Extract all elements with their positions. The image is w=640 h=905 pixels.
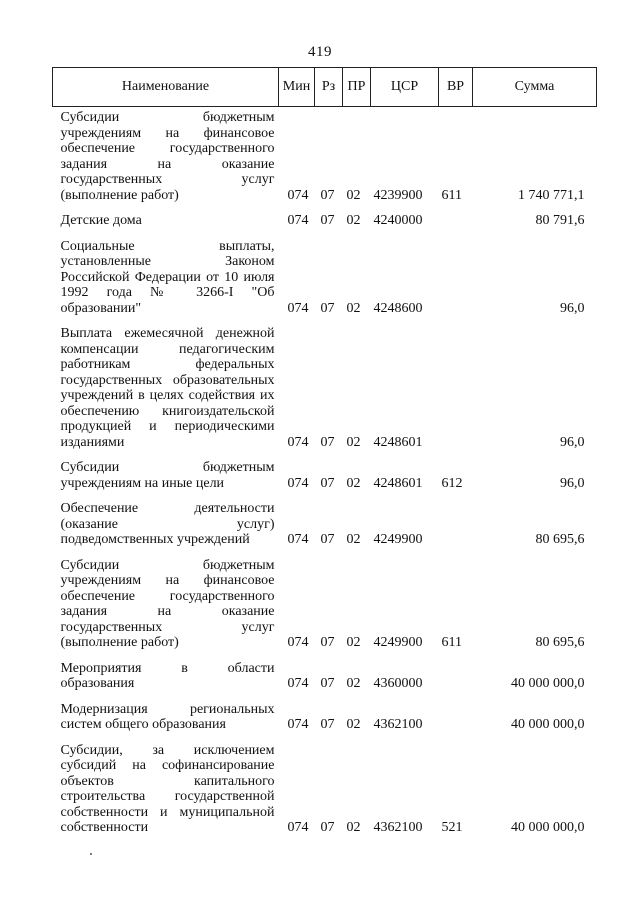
- row-name: Субсидии бюджетным учреждениям на финансовое обеспечение государственного задания на оказание государственных услуг (выполнение работ): [60, 557, 275, 650]
- table-row: [53, 501, 597, 548]
- row-vr: 521: [441, 820, 463, 835]
- row-spacer: [53, 316, 597, 326]
- budget-table: [52, 67, 597, 836]
- row-csr: 4248601: [373, 434, 423, 450]
- row-csr: 4249900: [373, 635, 423, 650]
- row-name: Выплата ежемесячной денежной компенсации педагогическим работникам федеральных государственных образовательных учреждений в целях содействия их обеспечению книгоиздательской продукцией и периодическими изданиями: [60, 326, 275, 450]
- row-spacer: [53, 450, 597, 460]
- row-vr: 612: [441, 475, 463, 491]
- row-spacer: [53, 203, 597, 213]
- row-name: Субсидии бюджетным учреждениям на финансовое обеспечение государственного задания на оказание государственных услуг (выполнение работ): [60, 110, 275, 203]
- row-name: Социальные выплаты, установленные Законом Российской Федерации от 10 июля 1992 года № 3266-I "Об образовании": [60, 238, 275, 316]
- row-pr: 02: [346, 213, 361, 228]
- row-min: 074: [287, 300, 309, 316]
- row-csr: 4249900: [373, 532, 423, 547]
- header-csr: ЦСР: [371, 68, 439, 107]
- row-sum: 80 695,6: [535, 635, 585, 650]
- row-pr: 02: [346, 475, 361, 491]
- row-sum: 96,0: [560, 434, 585, 450]
- row-name: Модернизация региональных систем общего образования: [60, 701, 275, 732]
- row-rz: 07: [320, 475, 335, 491]
- row-vr: [439, 213, 473, 229]
- row-pr: 02: [346, 300, 361, 316]
- row-vr: [439, 326, 473, 450]
- row-vr: [439, 661, 473, 692]
- row-pr: 02: [346, 187, 361, 203]
- row-csr: 4239900: [373, 187, 423, 203]
- table-row: [53, 743, 597, 836]
- header-min: Мин: [279, 68, 315, 107]
- row-csr: 4240000: [373, 213, 423, 228]
- row-sum: 1 740 771,1: [518, 187, 585, 203]
- row-rz: 07: [320, 187, 335, 203]
- row-min: 074: [287, 475, 309, 491]
- row-name: Обеспечение деятельности (оказание услуг) подведомственных учреждений: [60, 501, 275, 547]
- row-rz: 07: [320, 635, 335, 650]
- table-header-row: [53, 68, 597, 107]
- row-sum: 40 000 000,0: [511, 676, 585, 691]
- row-min: 074: [287, 717, 309, 732]
- row-pr: 02: [346, 676, 361, 691]
- row-name: Мероприятия в области образования: [60, 660, 275, 691]
- table-row: [53, 213, 597, 229]
- row-vr: 611: [441, 187, 462, 203]
- table-row: [53, 661, 597, 692]
- row-vr: [439, 702, 473, 733]
- row-sum: 40 000 000,0: [511, 717, 585, 732]
- row-vr: [439, 501, 473, 548]
- row-sum: 80 695,6: [535, 532, 585, 547]
- row-rz: 07: [320, 676, 335, 691]
- row-min: 074: [287, 187, 309, 203]
- page-number: 419: [308, 44, 332, 60]
- header-sum: Сумма: [473, 68, 597, 107]
- row-spacer: [53, 651, 597, 661]
- table-body: [53, 107, 597, 836]
- row-spacer: [53, 692, 597, 702]
- header-pr: ПР: [343, 68, 371, 107]
- row-name: Субсидии, за исключением субсидий на софинансирование объектов капитального строительства государственной собственности и муниципальной собственности: [60, 742, 275, 835]
- row-sum: 80 791,6: [535, 213, 585, 228]
- row-pr: 02: [346, 717, 361, 732]
- row-pr: 02: [346, 635, 361, 650]
- row-csr: 4362100: [373, 717, 423, 732]
- header-rz: Рз: [315, 68, 343, 107]
- row-min: 074: [287, 213, 309, 228]
- row-vr: [439, 239, 473, 317]
- row-rz: 07: [320, 434, 335, 450]
- row-pr: 02: [346, 820, 361, 835]
- row-rz: 07: [320, 717, 335, 732]
- table-row: [53, 110, 597, 203]
- row-pr: 02: [346, 434, 361, 450]
- row-rz: 07: [320, 300, 335, 316]
- table-row: [53, 326, 597, 450]
- header-name: Наименование: [53, 68, 279, 107]
- row-sum: 40 000 000,0: [511, 820, 585, 835]
- table-row: [53, 558, 597, 651]
- row-name: Субсидии бюджетным учреждениям на иные цели: [60, 460, 275, 491]
- header-vr: ВР: [439, 68, 473, 107]
- row-name: Детские дома: [60, 213, 142, 228]
- row-min: 074: [287, 820, 309, 835]
- row-spacer: [53, 229, 597, 239]
- row-csr: 4362100: [373, 820, 423, 835]
- row-csr: 4248600: [373, 300, 423, 316]
- row-sum: 96,0: [560, 300, 585, 316]
- row-csr: 4360000: [373, 676, 423, 691]
- row-csr: 4248601: [373, 475, 423, 491]
- row-min: 074: [287, 434, 309, 450]
- row-spacer: [53, 733, 597, 743]
- row-rz: 07: [320, 820, 335, 835]
- table-row: [53, 702, 597, 733]
- row-pr: 02: [346, 532, 361, 547]
- table-row: [53, 460, 597, 491]
- table-row: [53, 239, 597, 317]
- row-vr: 611: [441, 635, 462, 650]
- scan-dot: [90, 853, 92, 855]
- row-rz: 07: [320, 213, 335, 228]
- row-min: 074: [287, 676, 309, 691]
- row-min: 074: [287, 635, 309, 650]
- row-rz: 07: [320, 532, 335, 547]
- row-spacer: [53, 548, 597, 558]
- row-sum: 96,0: [560, 475, 585, 491]
- row-min: 074: [287, 532, 309, 547]
- row-spacer: [53, 491, 597, 501]
